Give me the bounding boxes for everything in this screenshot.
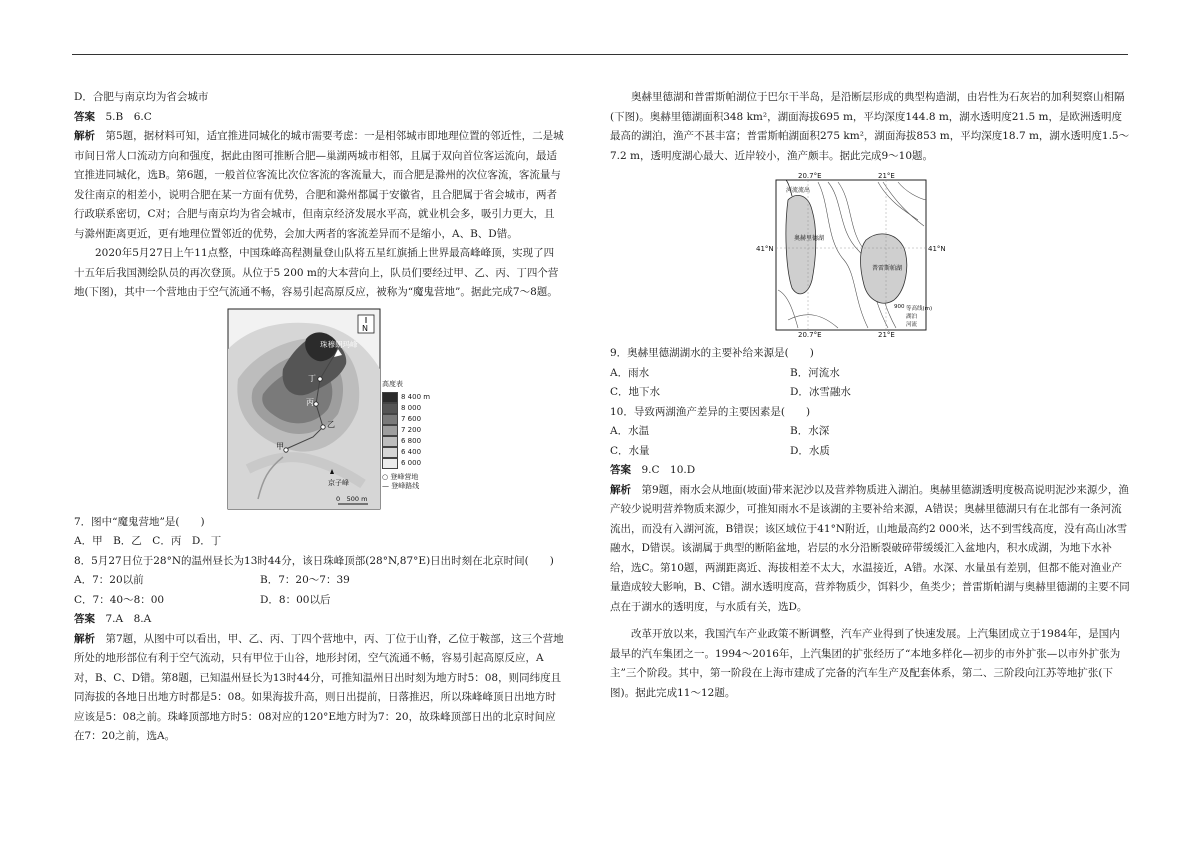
legend-level-label: 8 000 [401, 404, 422, 412]
analysis-text: 第5题，据材料可知，适宜推进同城化的城市需要考虑：一是相邻城市即地理位置的邻近性，二是城市间日常人口流动方向和强度，据此由图可推断合肥—巢湖两城市相邻，且属于双向首位客运流向，最适宜推进同城化，选B。第6题，一般首位客流比次位客流的客流量大，而合肥是滁州的次位客流，客流量与发往南京的相差小，说明合肥在某一方面有优势，合肥和滁州都属于安徽省，且合肥属于省会城市，两者行政联系密切，C对；合肥与南京均为省会城市，但南京经济发展水平高，就业机会多，吸引力更大，且与滁州距离更近，更有地理位置邻近的优势，会加大两者的客流差异而不是缩小，A、B、D错。 [74, 130, 564, 240]
jingzi-peak-label: 京子峰 [328, 478, 349, 487]
legend-levels [382, 392, 462, 469]
answer-text: 7.A 8.A [105, 613, 152, 625]
legend-level-item [382, 403, 462, 414]
camp-jia-label: 甲 [276, 441, 284, 451]
legend-contour-label: 等高线(m) [906, 306, 933, 312]
everest-map-figure [228, 309, 398, 509]
legend-camp-label: 登峰营地 [390, 473, 419, 481]
legend-level-label: 6 400 [401, 448, 422, 456]
question-10: 10．导致两湖渔产差异的主要因素是( ) [610, 405, 811, 418]
camp-yi-marker [321, 424, 325, 428]
camp-bing-label: 丙 [306, 397, 314, 407]
q10-option-a: A．水温 [610, 425, 650, 437]
legend-level-item [382, 436, 462, 447]
lakes-map [756, 170, 948, 339]
everest-map [228, 309, 398, 509]
q9-option-d: D．冰雪融水 [790, 386, 851, 398]
q10-option-c: C．水量 [610, 444, 650, 457]
answer-9-10 [610, 461, 1130, 481]
answer-7-8 [74, 610, 564, 630]
question-8: 8．5月27日位于28°N的温州昼长为13时44分，该日珠峰顶部(28°N,87°E)日出时刻在北京时间( ) [74, 554, 554, 567]
question-8-options-row2 [74, 591, 564, 611]
legend-level-label: 6 000 [401, 459, 422, 467]
right-column [610, 88, 1130, 703]
legend-swatch [382, 447, 398, 458]
lon-label-bottom-right: 21°E [878, 331, 895, 339]
analysis-label: 解析 [610, 483, 631, 496]
legend-swatch [382, 403, 398, 414]
camp-jia-marker [284, 447, 288, 451]
lat-label-left: 41°N [756, 245, 774, 253]
analysis-label: 解析 [74, 130, 95, 142]
question-9: 9．奥赫里德湖湖水的主要补给来源是( ) [610, 347, 814, 359]
lakes-map-figure [756, 170, 948, 339]
analysis-9-10 [610, 481, 1130, 618]
analysis-5-6 [74, 127, 564, 244]
legend-route: — 登峰路线 [382, 482, 420, 490]
legend-swatch [382, 436, 398, 447]
lon-label-bottom-left: 20.7°E [798, 331, 822, 339]
analysis-label: 解析 [74, 632, 95, 645]
left-column [74, 88, 564, 747]
analysis-text: 第9题，雨水会从地面(坡面)带来泥沙以及营养物质进入湖泊。奥赫里德湖透明度极高说明泥沙来源少，渔产较少说明营养物质来源少，可推知雨水不是该湖的主要补给来源，A错误；奥赫里德湖只有在北部有一条河流流出，而没有入湖河流，B错误；该区域位于41°N附近，山地最高约2 000米，达不到雪线高度，没有高山冰雪融水，D错误。该湖属于典型的断陷盆地，岩层的水分沿断裂破碎带缓缓汇入盆地内，积水成湖，为地下水补给，选C。第10题，两湖距离近、海拔相差不太大，水温接近，A错。水深、水量虽有差别，但都不能对渔业产量造成较大影响，B、C错。湖水透明度高，营养物质少，饵料少，鱼类少；普雷斯帕湖与奥赫里德湖的主要不同点在于湖水的透明度，与水质有关，选D。 [610, 483, 1130, 613]
legend-swatch [382, 458, 398, 469]
answer-label: 答案 [610, 464, 631, 476]
lake-ohrid-label: 奥赫里德湖 [794, 235, 825, 242]
q8-option-d: D．8：00以后 [260, 593, 331, 606]
question-8-options-row1 [74, 571, 564, 591]
q8-option-a: A．7：20以前 [74, 574, 144, 586]
peak-label: 珠穆朗玛峰 [320, 339, 358, 349]
q8-option-b: B．7：20～7：39 [260, 574, 350, 586]
legend-level-label: 7 600 [401, 415, 422, 423]
lon-label-top-left: 20.7°E [798, 172, 822, 180]
camp-bing-marker [314, 401, 318, 405]
legend-level-label: 6 800 [401, 437, 422, 445]
camp-ding-label: 丁 [308, 373, 316, 383]
legend-level-label: 8 400 m [401, 393, 431, 401]
legend-level-item [382, 414, 462, 425]
question-9-options-row1 [610, 364, 1130, 384]
analysis-7-8 [74, 630, 564, 747]
intro-9-10: 奥赫里德湖和普雷斯帕湖位于巴尔干半岛，是沿断层形成的典型构造湖，由岩性为石灰岩的加利契察山相隔(下图)。奥赫里德湖面积348 km²，湖面海拔695 m，平均深度144.8 m，湖水透明度21.5 m，是欧洲透明度最高的湖泊，渔产不甚丰富；普雷斯帕湖面积275 km²，湖面海拔853 m，平均深度18.7 m，湖水透明度1.5～7.2 m，透明度湖心最大、近岸较小，渔产颇丰。据此完成9～10题。 [610, 91, 1130, 162]
q10-option-b: B．水深 [790, 425, 830, 437]
legend-camp: ○ 登峰营地 [382, 473, 419, 481]
camp-ding-marker [318, 376, 322, 380]
header-rule [72, 54, 1128, 55]
question-6-option-d: D．合肥与南京均为省会城市 [74, 91, 209, 103]
question-9-options-row2 [610, 383, 1130, 403]
answer-5-6 [74, 108, 564, 128]
legend-swatch [382, 425, 398, 436]
legend-river-label: 河流 [906, 322, 918, 328]
north-arrow-icon: N [362, 323, 368, 333]
legend-level-item [382, 447, 462, 458]
answer-text: 5.B 6.C [105, 110, 152, 123]
legend-swatch [382, 414, 398, 425]
question-7-options: A．甲 B．乙 C．丙 D．丁 [74, 535, 222, 547]
intro-11-12: 改革开放以来，我国汽车产业政策不断调整，汽车产业得到了快速发展。上汽集团成立于1984年，是国内最早的汽车集团之一。1994～2016年，上汽集团的扩张经历了“本地多样化—初步的市外扩张—以市外扩张为主”三个阶段。其中，第一阶段在上海市建成了完备的汽车生产及配套体系，第二、三阶段向江苏等地扩张(下图)。据此完成11～12题。 [610, 628, 1121, 699]
q8-option-c: C．7：40～8：00 [74, 593, 165, 606]
analysis-text: 第7题，从图中可以看出，甲、乙、丙、丁四个营地中，丙、丁位于山脊，乙位于鞍部，这三个营地所处的地形部位有利于空气流动，只有甲位于山谷，地形封闭，空气流通不畅，容易引起高原反应，A对，B、C、D错。第8题，已知温州昼长为13时44分，可推知温州日出时刻为地方时5：08，则同纬度且同海拔的各地日出地方时都是5：08。如果海拔升高，则日出提前，日落推迟，所以珠峰峰顶日出地方时应该是5：08之前。珠峰顶部地方时5：08对应的120°E地方时为7：20，故珠峰顶部日出的北京时间应在7：20之前，选A。 [74, 632, 564, 742]
legend-level-item [382, 392, 462, 403]
q10-option-d: D．水质 [790, 444, 830, 457]
lon-label-top-right: 21°E [878, 172, 895, 180]
legend-lake-label: 湖泊 [906, 314, 918, 320]
scale-bar-label: 0 500 m [336, 494, 368, 503]
legend-swatch [382, 392, 398, 403]
camp-yi-label: 乙 [327, 419, 335, 429]
lake-prespa-label: 普雷斯帕湖 [872, 265, 903, 272]
intro-7-8: 2020年5月27日上午11点整，中国珠峰高程测量登山队将五星红旗插上世界最高峰峰顶，实现了四十五年后我国测绘队员的再次登顶。从位于5 200 m的大本营向上，队员们要经过甲、乙、丙、丁四个营地(下图)，其中一个营地由于空气流通不畅，容易引起高原反应，被称为“魔鬼营地”。据此完成7～8题。 [74, 247, 559, 298]
q9-option-a: A．雨水 [610, 366, 650, 379]
answer-text: 9.C 10.D [641, 464, 696, 476]
q9-option-c: C．地下水 [610, 386, 661, 398]
question-10-options-row1 [610, 422, 1130, 442]
river-outflow-label: 河流流出 [786, 187, 811, 194]
lat-label-right: 41°N [928, 245, 946, 253]
legend-title: 高度表 [382, 380, 403, 388]
legend-level-item [382, 458, 462, 469]
legend-level-item [382, 425, 462, 436]
question-7: 7．图中“魔鬼营地”是( ) [74, 515, 205, 528]
legend-level-label: 7 200 [401, 426, 422, 434]
legend-contour-value: 900 [894, 304, 905, 310]
answer-label: 答案 [74, 613, 95, 625]
everest-legend [382, 380, 462, 491]
answer-label: 答案 [74, 110, 95, 123]
question-10-options-row2 [610, 442, 1130, 462]
q9-option-b: B．河流水 [790, 366, 840, 379]
legend-route-label: 登峰路线 [391, 482, 420, 490]
